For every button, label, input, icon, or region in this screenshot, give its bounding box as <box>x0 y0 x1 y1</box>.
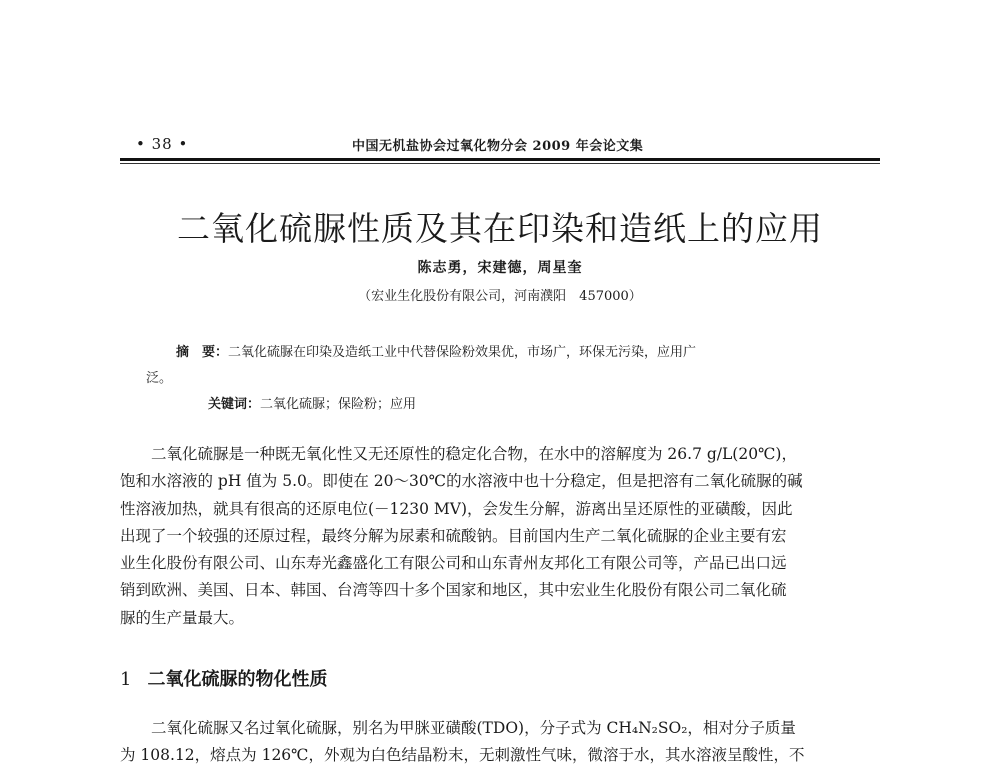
abstract-line-2: 泛。 <box>146 371 173 386</box>
section-heading <box>120 665 327 691</box>
intro-line: 业生化股份有限公司、山东寿光鑫盛化工有限公司和山东青州友邦化工有限公司等，产品已出口远 <box>120 554 787 573</box>
abstract <box>146 340 836 392</box>
journal-name: 中国无机盐协会过氧化物分会 2009 年会论文集 <box>352 139 644 154</box>
page-number: • 38 • <box>136 135 189 153</box>
article-title: 二氧化硫脲性质及其在印染和造纸上的应用 <box>177 209 823 248</box>
abstract-label: 摘 要： <box>176 345 229 360</box>
intro-line: 脲的生产量最大。 <box>120 608 245 627</box>
section-line: 为 108.12，熔点为 126℃，外观为白色结晶粉末，无刺激性气味，微溶于水，其水溶液呈酸性，不 <box>120 746 805 765</box>
header-rule-thick <box>120 158 880 161</box>
keywords-label: 关键词： <box>208 397 261 412</box>
header-rule-thin <box>120 163 880 164</box>
intro-line: 销到欧洲、美国、日本、韩国、台湾等四十多个国家和地区，其中宏业生化股份有限公司二氧化硫 <box>120 581 787 600</box>
article-authors: 陈志勇，宋建德，周星奎 <box>417 260 583 276</box>
article-affiliation: （宏业生化股份有限公司，河南濮阳 457000） <box>358 289 642 304</box>
section-title: 二氧化硫脲的物化性质 <box>147 669 328 690</box>
keywords <box>208 393 808 412</box>
abstract-text: 二氧化硫脲在印染及造纸工业中代替保险粉效果优，市场广，环保无污染，应用广 <box>228 345 697 360</box>
intro-line: 二氧化硫脲是一种既无氧化性又无还原性的稳定化合物，在水中的溶解度为 26.7 g/L(20℃)， <box>120 445 797 463</box>
intro-line: 饱和水溶液的 pH 值为 5.0。即使在 20～30℃的水溶液中也十分稳定，但是把溶有二氧化硫脲的碱 <box>120 472 803 491</box>
intro-paragraph <box>120 441 880 632</box>
intro-line: 性溶液加热，就具有很高的还原电位(－1230 MV)，会发生分解，游离出呈还原性的亚磺酸，因此 <box>120 499 793 518</box>
intro-line: 出现了一个较强的还原过程，最终分解为尿素和硫酸钠。目前国内生产二氧化硫脲的企业主要有宏 <box>120 526 787 545</box>
section-number: 1 <box>120 669 132 690</box>
section-line: 二氧化硫脲又名过氧化硫脲，别名为甲脒亚磺酸(TDO)，分子式为 CH₄N₂SO₂，相对分子质量 <box>120 719 796 737</box>
abstract-line-1 <box>176 340 836 366</box>
keywords-text: 二氧化硫脲；保险粉；应用 <box>260 397 417 412</box>
section-paragraph <box>120 715 880 770</box>
running-header <box>120 133 880 157</box>
